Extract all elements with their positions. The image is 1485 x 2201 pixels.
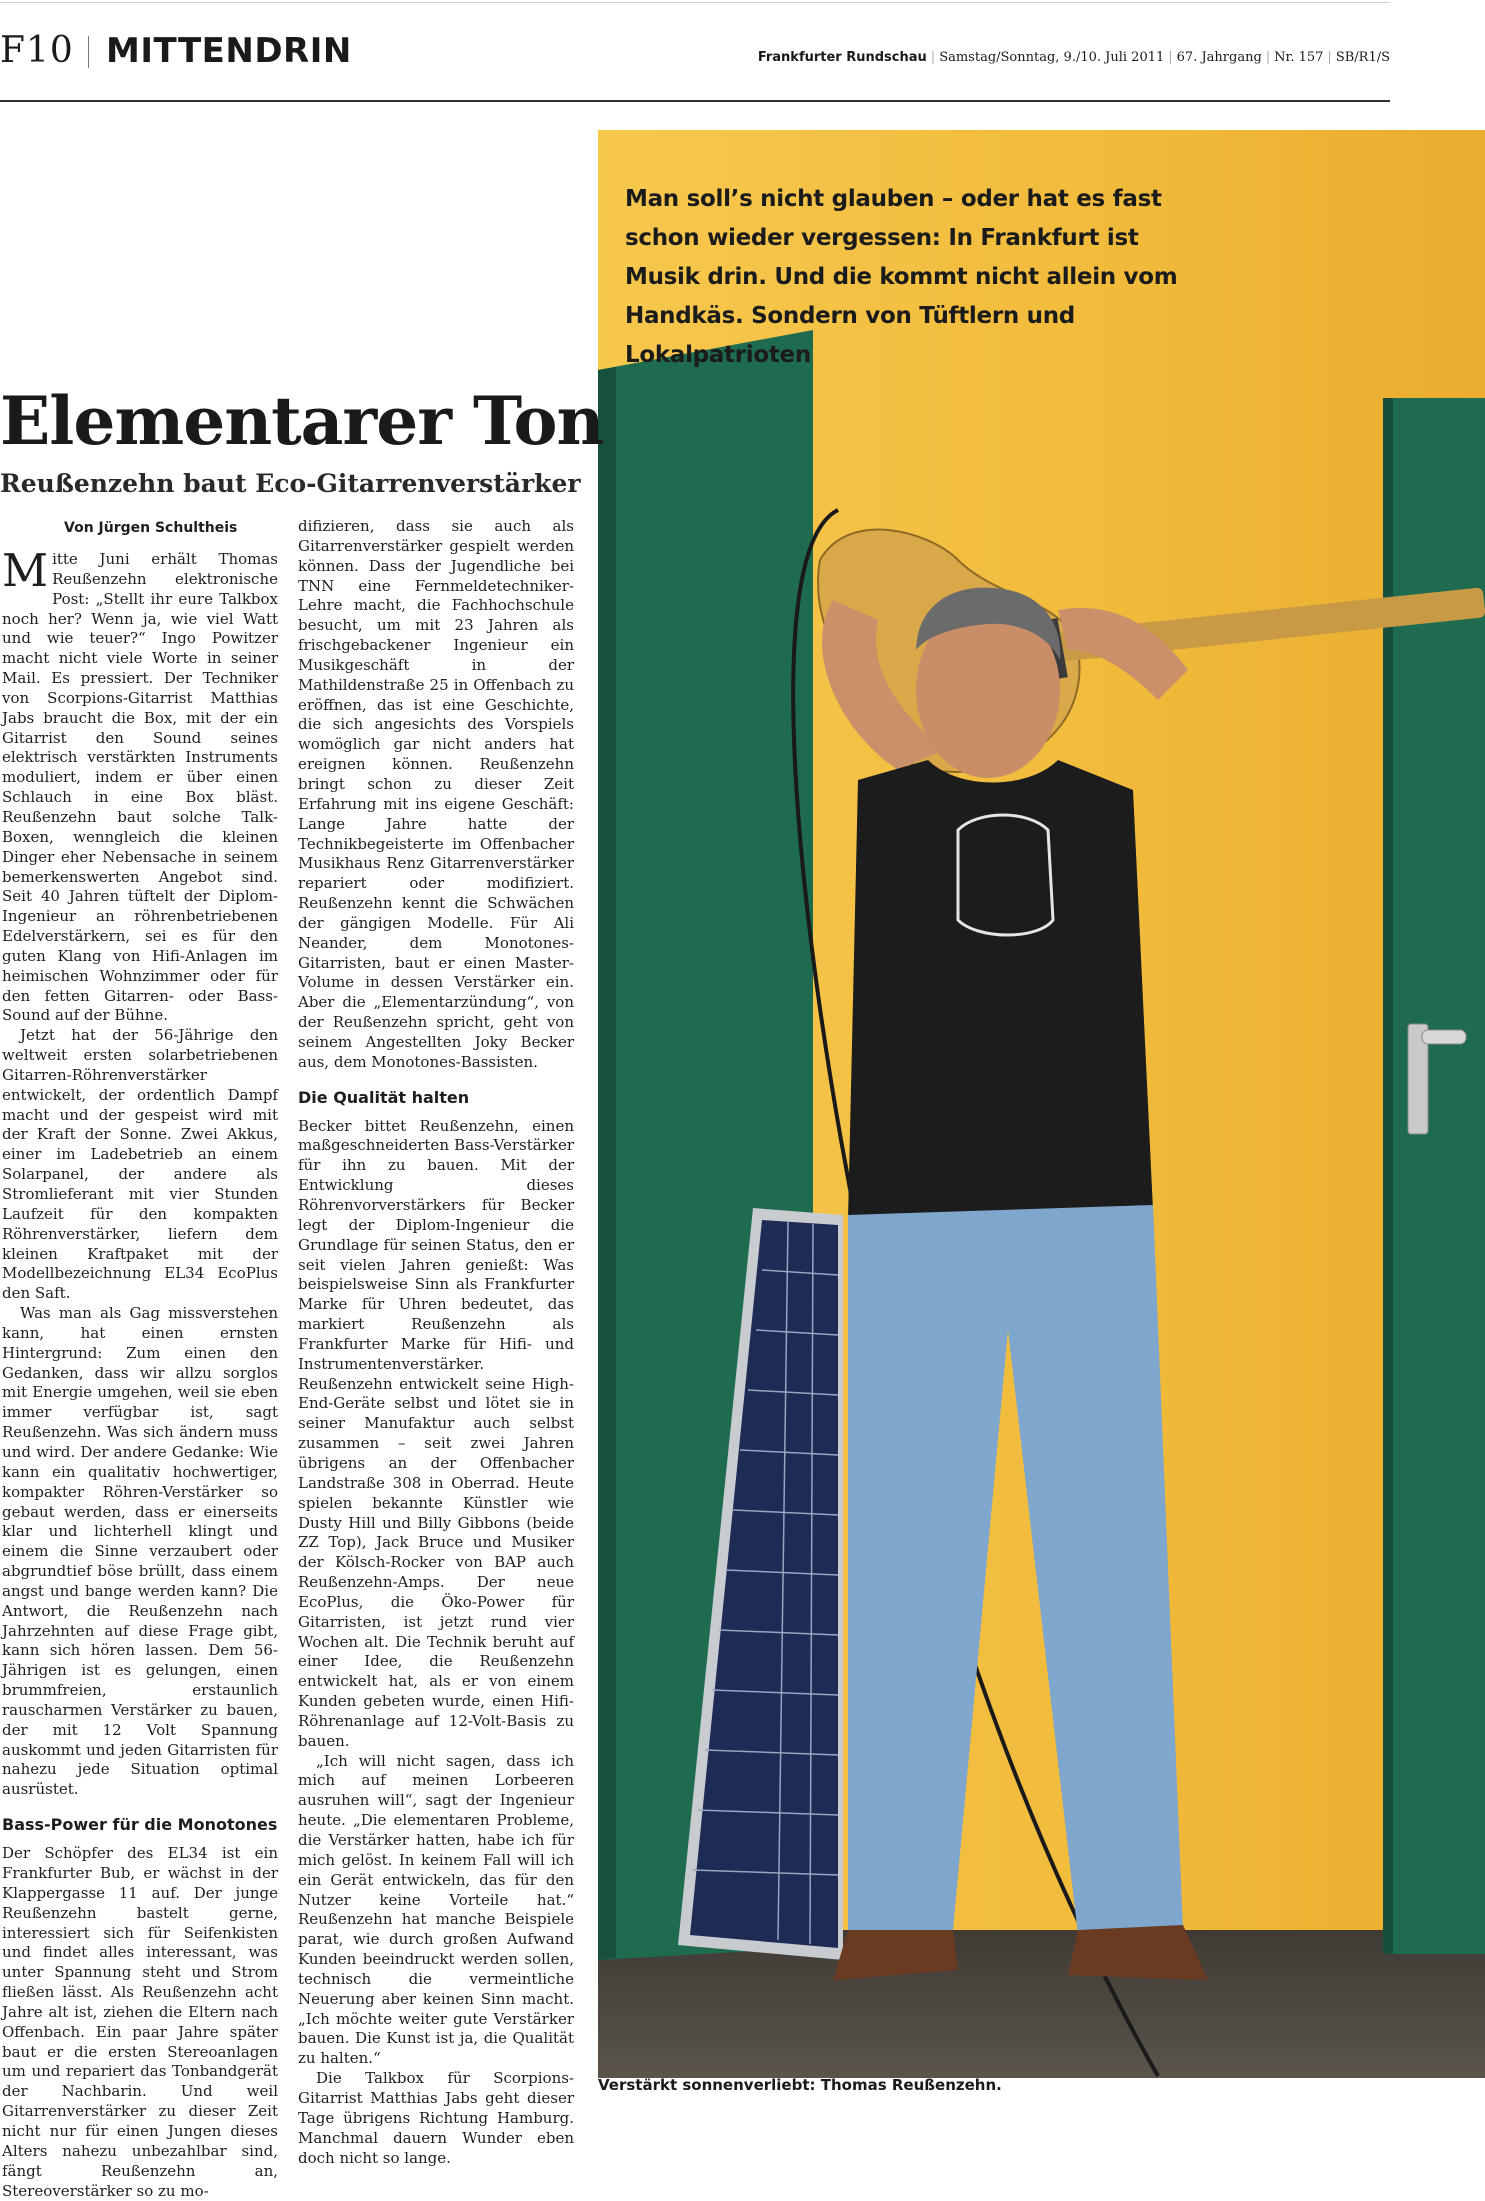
drop-cap: M [2,544,49,597]
paragraph: Becker bittet Reußenzehn, einen maßgeschneiderten Bass-Verstärker für ihn zu bauen. Mit der Entwicklung dieses Röhrenvorverstärkers für Becker legt der Diplom-Ingenieur die Grundlage für seinen Status, den er seit vielen Jahren genießt: Was beispielsweise Sinn als Frankfurter Marke für Uhren bedeutet, das markiert Reußenzehn als Frankfurter Marke für Hifi- und Instrumentenverstärker. Reußenzehn entwickelt seine High-End-Geräte selbst und lötet sie in seiner Manufaktur auch selbst zusammen – seit zwei Jahren übrigens an der Offenbacher Landstraße 308 in Oberrad. Heute spielen bekannte Künstler wie Dusty Hill und Billy Gibbons (beide ZZ Top), Jack Bruce und Musiker der Kölsch-Rocker von BAP auch Reußenzehn-Amps. Der neue EcoPlus, die Öko-Power für Gitarristen, ist jetzt rund vier Wochen alt. Die Technik beruht auf einer Idee, die Reußenzehn entwickelt hat, als er von einem Kunden gebeten wurde, einen Hifi-Röhrenanlage auf 12-Volt-Basis zu bauen. [298,1116,574,1750]
section-title: MITTENDRIN [106,31,352,71]
header-rule [0,100,1390,102]
photo-teaser: Man soll’s nicht glauben – oder hat es fast schon wieder vergessen: In Frankfurt ist Musik drin. Und die kommt nicht allein vom Handkäs. Sondern von Tüftlern und Lokalpatrioten [625,186,1178,368]
header-separator [88,36,89,68]
top-rule [0,2,1390,3]
newspaper-name: Frankfurter Rundschau [757,50,927,65]
right-green-door [1383,398,1485,1954]
paragraph: Die Talkbox für Scorpions-Gitarrist Matthias Jabs geht dieser Tage übrigens Richtung Hamburg. Manchmal dauern Wunder eben doch nicht so lange. [298,2069,574,2167]
black-tshirt [848,760,1153,1220]
article-headline: Elementarer Ton [0,382,604,460]
paragraph: Jetzt hat der 56-Jährige den weltweit ersten solarbetriebenen Gitarren-Röhrenverstärker entwickelt, der ordentlich Dampf macht und der gespeist wird mit der Kraft der Sonne. Zwei Akkus, einer im Ladebetrieb an einem Solarpanel, der andere als Stromlieferant mit vier Stunden Laufzeit für den kompakten Röhrenverstärker, liefern dem kleinen Kraftpaket mit der Modellbezeichnung EL34 EcoPlus den Saft. [2,1026,278,1303]
edition: SB/R1/S [1335,50,1390,65]
section-heading-monotones: Bass-Power für die Monotones [2,1815,278,1835]
article-column-2 [298,517,574,2168]
paragraph: „Ich will nicht sagen, dass ich mich auf meinen Lorbeeren ausruhen will“, sagt der Ingenieur heute. „Die elementaren Probleme, die Verstärker hatten, habe ich für mich gelöst. In keinem Fall will ich ein Gerät entwickeln, das für den Nutzer keine Vorteile hat.“ Reußenzehn hat manche Beispiele parat, wie durch großen Aufwand Kunden beeindruckt werden sollen, technisch die vermeintliche Neuerung aber keinen Sinn macht. „Ich möchte weiter gute Verstärker bauen. Die Kunst ist ja, die Qualität zu halten.“ [298,1751,574,2068]
page-header [0,28,1390,74]
photo-caption: Verstärkt sonnenverliebt: Thomas Reußenzehn. [598,2076,1002,2094]
feature-photo [598,130,1485,2078]
volume: 67. Jahrgang [1176,50,1262,65]
article-column-1 [2,517,278,2201]
byline: Von Jürgen Schultheis [64,520,238,536]
issue-number: Nr. 157 [1274,50,1324,65]
paragraph: Mitte Juni erhält Thomas Reußenzehn elektronische Post: „Stellt ihr eure Talkbox noch her? Wenn ja, wie viel Watt und wie teuer?“ Ingo Powitzer macht nicht viele Worte in seiner Mail. Es pressiert. Der Techniker von Scorpions-Gitarrist Matthias Jabs braucht die Box, mit der ein Gitarrist den Sound seines elektrisch verstärkten Instruments moduliert, indem er über einen Schlauch in eine Box bläst. Reußenzehn baut solche Talk-Boxen, wenngleich die kleinen Dinger eher Nebensache in seinem bemerkenswerten Angebot sind. Seit 40 Jahren tüftelt der Diplom-Ingenieur an röhrenbetriebenen Edelverstärkern, sei es für den guten Klang von Hifi-Anlagen im heimischen Wohnzimmer oder für den fetten Gitarren- oder Bass-Sound auf der Bühne. [2,544,278,1025]
page-number: F10 [0,30,74,71]
section-heading-qualitaet: Die Qualität halten [298,1087,470,1107]
issue-meta: Frankfurter Rundschau | Samstag/Sonntag, 9./10. Juli 2011 | 67. Jahrgang | Nr. 157 | SB/R1/S [757,50,1390,65]
article-subheadline: Reußenzehn baut Eco-Gitarrenverstärker [0,469,581,498]
photo-illustration [598,130,1485,2078]
paragraph: Was man als Gag missverstehen kann, hat einen ernsten Hintergrund: Zum einen den Gedanken, dass wir allzu sorglos mit Energie umgehen, weil sie eben immer verfügbar ist, sagt Reußenzehn. Was sich ändern muss und wird. Der andere Gedanke: Wie kann ein qualitativ hochwertiger, kompakter Röhren-Verstärker so gebaut werden, dass er einerseits klar und lichterhell klingt und einem die Sinne verzaubert oder abgrundtief böse brüllt, dass einem angst und bange werden kann? Die Antwort, die Reußenzehn nach Jahrzehnten auf diese Frage gibt, kann sich hören lassen. Dem 56-Jährigen ist es gelungen, einen brummfreien, erstaunlich rauscharmen Verstärker zu bauen, der mit 12 Volt Spannung auskommt und jeden Gitarristen für nahezu jede Situation optimal ausrüstet. [2,1304,278,1799]
paragraph: Der Schöpfer des EL34 ist ein Frankfurter Bub, er wächst in der Klappergasse 11 auf. Der junge Reußenzehn bastelt gerne, interessiert sich für Seifenkisten und findet alles interessant, was unter Spannung steht und Strom fließen lässt. Als Reußenzehn acht Jahre alt ist, ziehen die Eltern nach Offenbach. Ein paar Jahre später baut er die ersten Stereoanlagen um und repariert das Tonbandgerät der Nachbarin. Und weil Gitarrenverstärker zu dieser Zeit nicht nur für einen Jungen dieses Alters nahezu unbezahlbar sind, fängt Reußenzehn an, Stereoverstärker so zu mo- [2,1844,278,2200]
issue-date: Samstag/Sonntag, 9./10. Juli 2011 [939,50,1165,65]
paragraph: difizieren, dass sie auch als Gitarrenverstärker gespielt werden können. Dass der Jugendliche bei TNN eine Fernmeldetechniker-Lehre macht, die Fachhochschule besucht, um mit 23 Jahren als frischgebackener Ingenieur ein Musikgeschäft in der Mathildenstraße 25 in Offenbach zu eröffnen, das ist eine Geschichte, die sich angesichts des Vorspiels womöglich gar nicht anders hat ereignen können. Reußenzehn bringt schon zu dieser Zeit Erfahrung mit ins eigene Geschäft: Lange Jahre hatte der Technikbegeisterte im Offenbacher Musikhaus Renz Gitarrenverstärker repariert oder modifiziert. Reußenzehn kennt die Schwächen der gängigen Modelle. Für Ali Neander, dem Monotones-Gitarristen, baut er einen Master-Volume in dessen Verstärker ein. Aber die „Elementarzündung“, von der Reußenzehn spricht, geht von seinem Angestellten Joky Becker aus, dem Monotones-Bassisten. [298,517,574,1071]
